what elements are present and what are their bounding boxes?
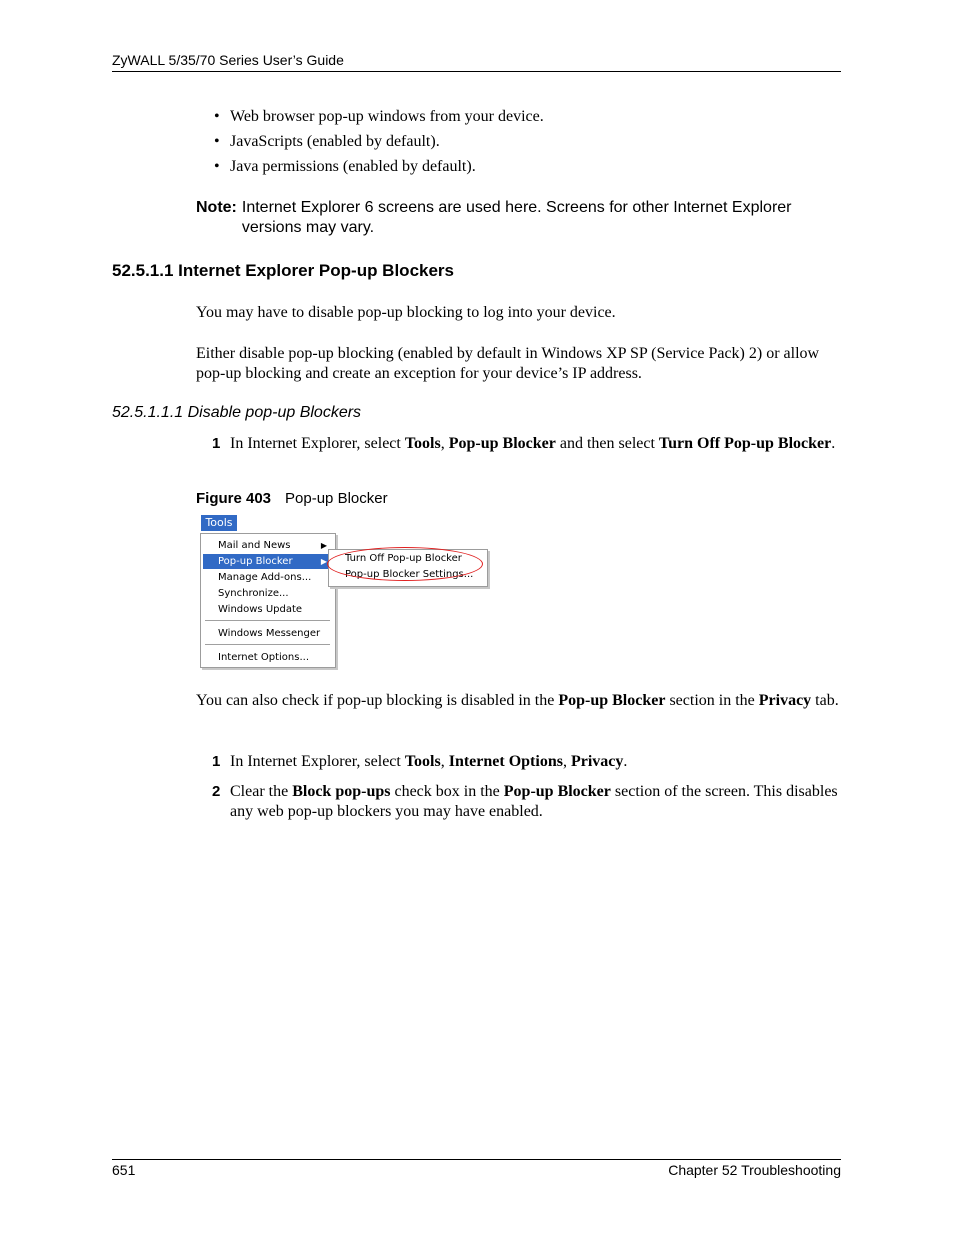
figure-caption [196,490,388,507]
header-rule [112,71,841,72]
menu-separator [205,644,330,645]
bullet-item: • Web browser pop-up windows from your device. [212,106,544,131]
menu-item-popup-blocker[interactable]: Pop-up Blocker ▶ [203,554,331,569]
tools-menu-tab[interactable]: Tools [201,515,237,531]
paragraph: Either disable pop-up blocking (enabled by default in Windows XP SP (Service Pack) 2) or allow pop-up blocking and create an exception for your device’s IP address. [196,345,820,382]
popup-blocker-screenshot [199,513,499,669]
step-item: 1 In Internet Explorer, select Tools, Pop-up Blocker and then select Turn Off Pop-up Blocker. [212,435,836,452]
submenu-item-popup-blocker-settings[interactable]: Pop-up Blocker Settings... [345,569,474,580]
bullet-item: • JavaScripts (enabled by default). [212,131,544,156]
figure-number: Figure 403 [196,490,272,507]
page-number: 651 [112,1162,136,1178]
menu-item-synchronize[interactable]: Synchronize... [218,588,289,599]
menu-item-mail-and-news[interactable]: Mail and News ▶ [218,540,327,551]
submenu-arrow-icon: ▶ [320,557,327,566]
paragraph: You may have to disable pop-up blocking to log into your device. [196,304,616,321]
subsection-heading: 52.5.1.1.1 Disable pop-up Blockers [112,404,362,421]
bullet-item: • Java permissions (enabled by default). [212,156,544,181]
tools-menu [200,533,336,668]
paragraph: You can also check if pop-up blocking is disabled in the Pop-up Blocker section in the Privacy tab. [196,692,839,709]
step-number: 1 [212,435,221,452]
note-label: Note: [196,199,237,216]
footer-rule [112,1159,841,1160]
section-heading: 52.5.1.1 Internet Explorer Pop-up Blockers [112,261,455,280]
highlight-oval [327,547,483,581]
bullet-list [212,106,544,181]
running-header: ZyWALL 5/35/70 Series User’s Guide [112,52,344,68]
figure-title: Pop-up Blocker [285,490,388,507]
step-item: 2 Clear the Block pop-ups check box in the Pop-up Blocker section of the screen. This disables any web pop-up blockers you may have enabled. [212,783,838,820]
menu-item-manage-addons[interactable]: Manage Add-ons... [218,572,312,583]
menu-item-windows-update[interactable]: Windows Update [218,604,303,615]
note-text: Internet Explorer 6 screens are used here. Screens for other Internet Explorer versions may vary. [241,199,792,236]
submenu-arrow-icon: ▶ [320,541,327,550]
step-number: 1 [212,753,221,770]
step-number: 2 [212,783,221,800]
menu-item-internet-options[interactable]: Internet Options... [218,652,310,663]
step-item: 1 In Internet Explorer, select Tools, Internet Options, Privacy. [212,753,628,770]
chapter-title: Chapter 52 Troubleshooting [668,1162,841,1178]
menu-separator [205,620,330,621]
menu-item-windows-messenger[interactable]: Windows Messenger [218,628,321,639]
submenu-item-turn-off-popup-blocker[interactable]: Turn Off Pop-up Blocker [345,553,462,564]
note-block [196,198,841,238]
